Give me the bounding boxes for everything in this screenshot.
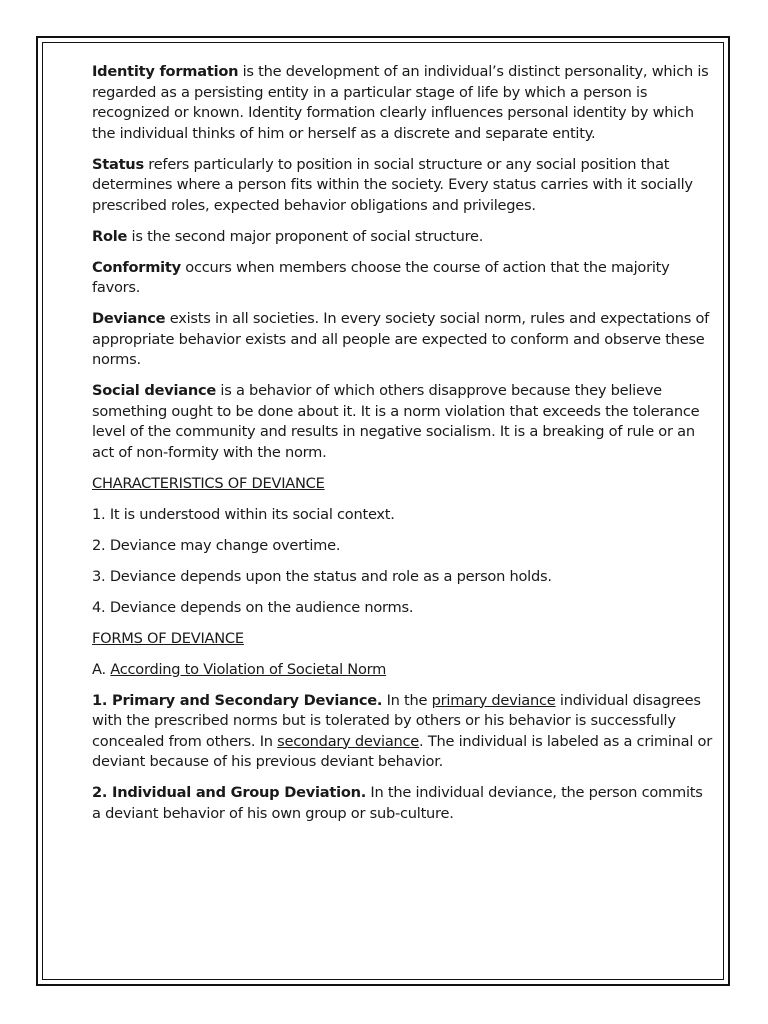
body-text: In the individual deviance, the person commits a deviant behavior of his own group or sub-culture. <box>92 784 703 822</box>
body-text: . The individual is labeled as a criminal or deviant because of his previous deviant behavior. <box>92 732 712 770</box>
paragraph-conformity <box>92 258 712 299</box>
term-status: Status <box>92 155 144 173</box>
term-social-deviance: Social deviance <box>92 382 217 399</box>
characteristics-heading <box>92 474 712 495</box>
paragraph-identity-formation <box>92 62 712 144</box>
definition-text: is the development of an individual’s distinct personality, which is regarded as a persisting entity in a particular stage of life by which a person is recognized or known. Identity formation clearly influences personal identity by which the individual thinks of him or herself as a discrete and separate entity. <box>92 63 709 142</box>
list-item: 4. Deviance depends on the audience norms. <box>92 598 414 616</box>
section-heading: FORMS OF DEVIANCE <box>92 629 244 647</box>
paragraph-status <box>92 155 712 217</box>
body-text: individual disagrees with the prescribed norms but is tolerated by others or his behavior is successfully concealed from others. In <box>92 691 701 750</box>
list-item: 3. Deviance depends upon the status and role as a person holds. <box>92 567 552 585</box>
document-body <box>92 62 712 835</box>
forms-subheading <box>92 660 712 681</box>
term-deviance: Deviance <box>92 310 166 327</box>
paragraph-social-deviance <box>92 381 712 463</box>
paragraph-primary-secondary-deviance <box>92 691 712 773</box>
definition-text: occurs when members choose the course of action that the majority favors. <box>92 258 670 296</box>
term-conformity: Conformity <box>92 258 181 276</box>
definition-text: refers particularly to position in social structure or any social position that determines where a person fits within the society. Every status carries with it socially prescribed roles, expected behavior obligations and privileges. <box>92 155 693 214</box>
term-role: Role <box>92 227 128 245</box>
section-heading: CHARACTERISTICS OF DEVIANCE <box>92 474 325 492</box>
definition-text: is a behavior of which others disapprove because they believe something ought to be done about it. It is a norm violation that exceeds the tolerance level of the community and results in negative socialism. It is a breaking of rule or an act of non-formity with the norm. <box>92 382 700 461</box>
term-primary-secondary: 1. Primary and Secondary Deviance. <box>92 691 383 709</box>
secondary-deviance-term: secondary deviance <box>277 732 420 750</box>
forms-heading <box>92 629 712 650</box>
definition-text: is the second major proponent of social structure. <box>127 227 484 245</box>
body-text: In the <box>382 691 432 709</box>
paragraph-individual-group-deviation <box>92 783 712 824</box>
subheading-text: According to Violation of Societal Norm <box>110 660 387 678</box>
primary-deviance-term: primary deviance <box>431 691 556 709</box>
term-individual-group: 2. Individual and Group Deviation. <box>92 784 367 801</box>
term-identity-formation: Identity formation <box>92 63 239 80</box>
definition-text: exists in all societies. In every society social norm, rules and expectations of appropriate behavior exists and all people are expected to conform and observe these norms. <box>92 310 710 368</box>
paragraph-role <box>92 227 712 248</box>
paragraph-deviance <box>92 309 712 371</box>
list-item: 1. It is understood within its social context. <box>92 505 395 523</box>
subheading-prefix: A. <box>92 660 111 678</box>
list-item: 2. Deviance may change overtime. <box>92 536 341 554</box>
